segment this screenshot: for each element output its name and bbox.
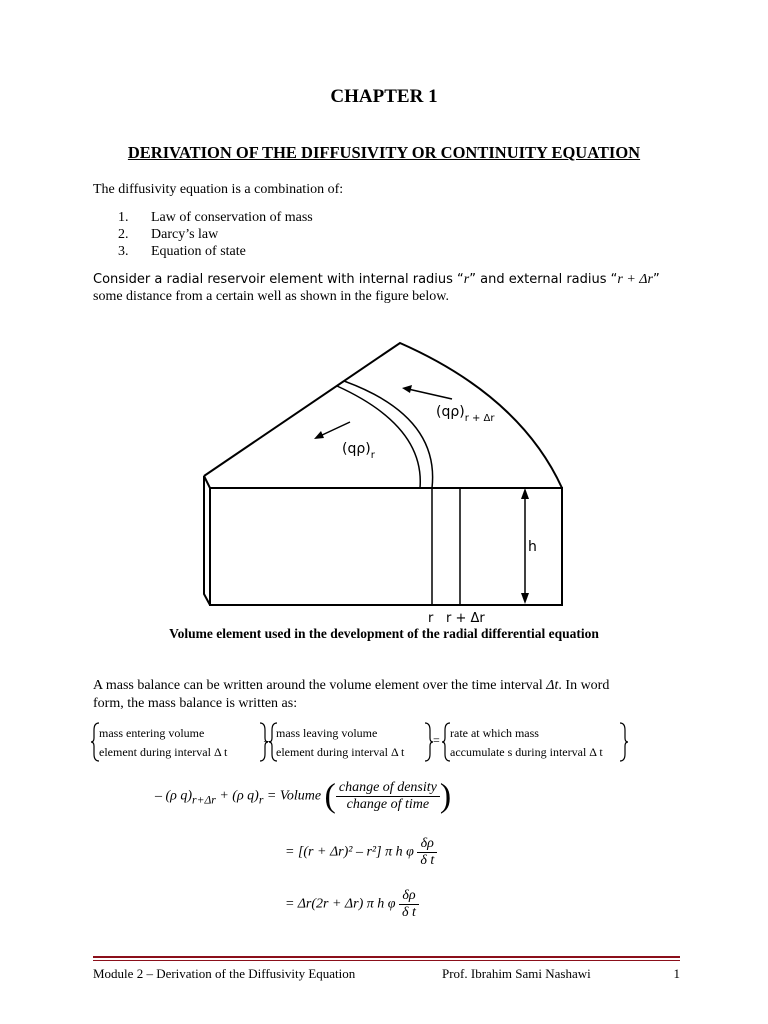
brace2-line2: element during interval Δ t — [276, 745, 405, 759]
equation-1 — [155, 777, 452, 815]
footer-rule-thin — [93, 960, 680, 961]
flux-outer-label — [436, 404, 495, 424]
eq2-denominator: δ t — [420, 853, 435, 868]
eq1-fraction — [336, 780, 440, 813]
eq3-fraction — [399, 888, 419, 921]
eq1-volume: = Volume — [266, 788, 322, 804]
consider-text-2: ” and external radius “ — [469, 272, 618, 287]
flux-inner-label — [342, 441, 376, 461]
r-plus-dr-label: r + Δr — [446, 611, 485, 626]
brace2-line1: mass leaving volume — [276, 726, 378, 740]
flux-outer-base: (qρ) — [436, 404, 465, 420]
eq1-sub2: r — [258, 793, 264, 807]
mass-balance-paragraph — [93, 677, 693, 713]
eq1-sub1: r+Δr — [192, 793, 216, 807]
consider-text-3: ” — [652, 272, 660, 287]
equals-sign: = — [433, 733, 440, 747]
list-item — [118, 243, 313, 260]
list-item — [118, 209, 313, 226]
list-text: Darcy’s law — [151, 227, 219, 242]
list-text: Equation of state — [151, 244, 246, 259]
brace1-line1: mass entering volume — [99, 726, 205, 740]
flux-inner-base: (qρ) — [342, 441, 371, 457]
brace3-line2: accumulate s during interval Δ t — [450, 745, 603, 759]
height-label: h — [528, 539, 537, 555]
equation-2 — [285, 836, 437, 869]
equation-3 — [285, 888, 419, 921]
consider-line-2: some distance from a certain well as shown in the figure below. — [93, 289, 449, 304]
eq1-denominator: change of time — [346, 797, 430, 812]
consider-text-1: Consider a radial reservoir element with internal radius “ — [93, 272, 464, 287]
chapter-heading: CHAPTER 1 — [330, 86, 438, 107]
eq3-denominator: δ t — [402, 905, 416, 920]
mb-text-3: form, the mass balance is written as: — [93, 696, 298, 711]
paren-open-icon: ( — [324, 777, 336, 815]
radius-r-plus-dr: r + Δr — [617, 272, 653, 287]
radius-r: r — [463, 272, 470, 287]
intro-paragraph: The diffusivity equation is a combination of: — [93, 182, 344, 197]
eq2-numerator: δρ — [417, 836, 437, 853]
eq3-lhs: = Δr(2r + Δr) π h φ — [285, 896, 396, 912]
paren-close-icon: ) — [439, 777, 452, 815]
page-number: 1 — [673, 966, 680, 981]
eq2-lhs: = [(r + Δr)² – r²] π h φ — [285, 844, 414, 860]
word-equation — [90, 720, 650, 764]
flux-inner-sub: r — [370, 450, 375, 461]
list-text: Law of conservation of mass — [151, 210, 313, 225]
brace3-line1: rate at which mass — [450, 726, 539, 740]
eq1-numerator: change of density — [336, 780, 440, 797]
eq2-fraction — [417, 836, 437, 869]
section-title: DERIVATION OF THE DIFFUSIVITY OR CONTINUITY EQUATION — [127, 143, 641, 162]
delta-t: Δt — [546, 678, 559, 693]
list-item — [118, 226, 313, 243]
footer-module: Module 2 – Derivation of the Diffusivity Equation — [93, 966, 356, 981]
consider-paragraph — [93, 271, 693, 305]
eq1-plus: + (ρ q) — [219, 788, 259, 804]
mb-text-2: . In word — [558, 678, 610, 693]
footer-rule — [93, 956, 680, 958]
r-label: r — [428, 611, 434, 626]
figure-caption: Volume element used in the development of the radial differential equation — [169, 626, 599, 641]
list-number: 3. — [118, 244, 129, 259]
brace1-line2: element during interval Δ t — [99, 745, 228, 759]
eq1-lhs: – (ρ q) — [155, 788, 193, 804]
flux-outer-sub: r + Δr — [464, 413, 495, 424]
minus-sign: – — [264, 733, 270, 747]
list-number: 2. — [118, 227, 129, 242]
mb-text-1: A mass balance can be written around the volume element over the time interval — [93, 678, 543, 693]
component-list — [118, 209, 313, 260]
eq3-numerator: δρ — [399, 888, 419, 905]
volume-element-figure — [190, 336, 590, 626]
list-number: 1. — [118, 210, 129, 225]
footer-author: Prof. Ibrahim Sami Nashawi — [442, 966, 591, 981]
